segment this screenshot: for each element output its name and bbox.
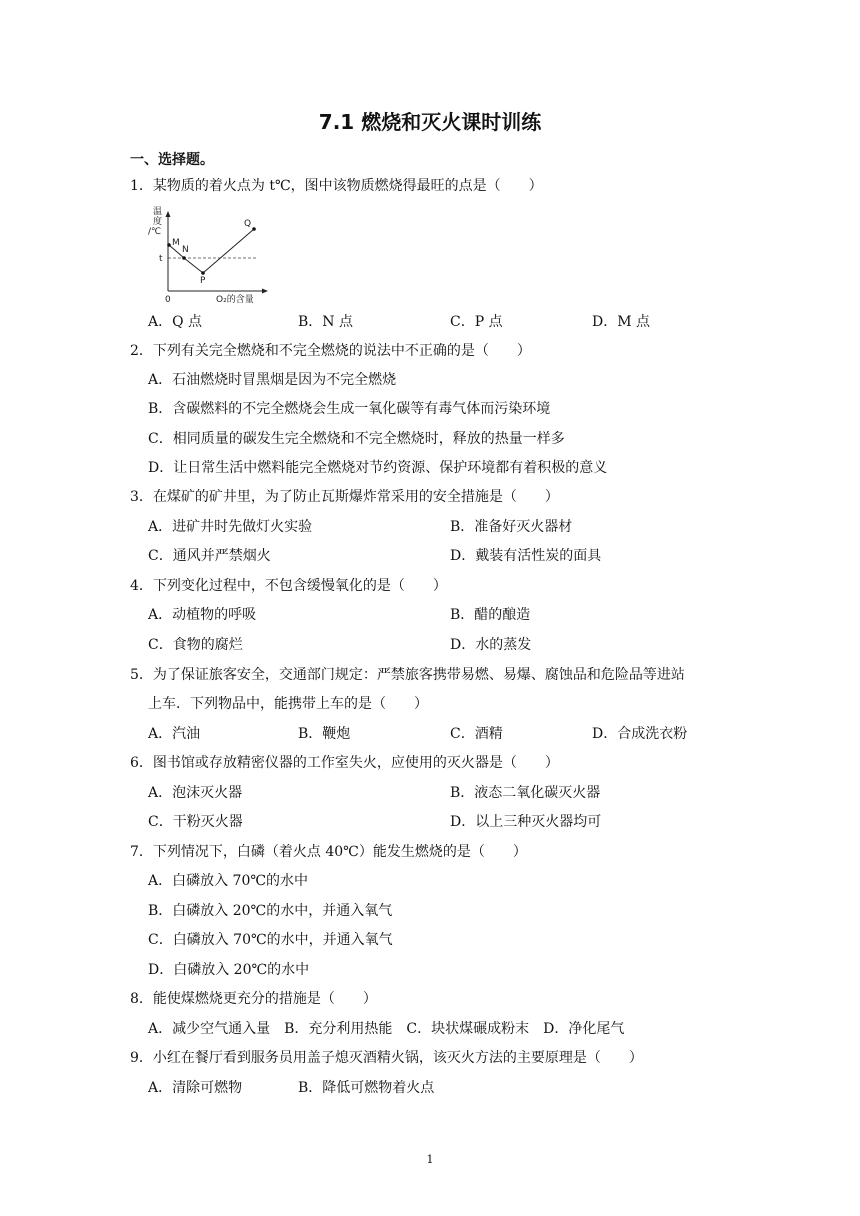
q1-figure <box>146 203 272 305</box>
q2-option-c: C．相同质量的碳发生完全燃烧和不完全燃烧时，释放的热量一样多 <box>148 431 565 447</box>
q6-option-a: A．泡沫灭火器 <box>148 785 243 801</box>
m-label: M <box>172 238 180 248</box>
n-label: N <box>182 245 189 255</box>
q7-option-a: A．白磷放入 70℃的水中 <box>148 873 309 889</box>
q5-option-b: B．鞭炮 <box>298 726 351 742</box>
question-8-stem: 8．能使煤燃烧更充分的措施是（ ） <box>130 991 377 1007</box>
question-5-stem-line1: 5．为了保证旅客安全，交通部门规定：严禁旅客携带易燃、易爆、腐蚀品和危险品等进站 <box>130 667 685 683</box>
y-axis-arrow <box>166 211 171 217</box>
point-q <box>252 227 256 231</box>
q7-option-c: C．白磷放入 70℃的水中，并通入氧气 <box>148 932 393 948</box>
q6-option-c: C．干粉灭火器 <box>148 814 243 830</box>
q2-option-b: B．含碳燃料的不完全燃烧会生成一氧化碳等有毒气体而污染环境 <box>148 401 551 417</box>
q2-option-a: A．石油燃烧时冒黑烟是因为不完全燃烧 <box>148 372 397 388</box>
p-label: P <box>200 276 206 286</box>
q4-option-c: C．食物的腐烂 <box>148 637 243 653</box>
origin-label: 0 <box>165 295 171 305</box>
question-9-stem: 9．小红在餐厅看到服务员用盖子熄灭酒精火锅，该灭火方法的主要原理是（ ） <box>130 1050 643 1066</box>
y-label-1: 温 <box>153 207 163 217</box>
q6-option-d: D．以上三种灭火器均可 <box>450 814 602 830</box>
q3-option-d: D．戴装有活性炭的面具 <box>450 548 602 564</box>
x-axis-arrow <box>262 289 268 294</box>
q1-option-c: C．P 点 <box>450 314 503 330</box>
q7-option-d: D．白磷放入 20℃的水中 <box>148 962 310 978</box>
q4-option-b: B．醋的酿造 <box>450 607 531 623</box>
point-m <box>167 243 171 247</box>
point-p <box>201 271 205 275</box>
question-2-stem: 2．下列有关完全燃烧和不完全燃烧的说法中不正确的是（ ） <box>130 343 531 359</box>
q3-option-c: C．通风并严禁烟火 <box>148 548 271 564</box>
q1-option-d: D．M 点 <box>592 314 651 330</box>
x-label: O₂的含量 <box>216 295 254 305</box>
q3-option-a: A．进矿井时先做灯火实验 <box>148 519 313 535</box>
q9-option-a: A．清除可燃物 <box>148 1080 243 1096</box>
q8-options: A．减少空气通入量 B．充分利用热能 C．块状煤碾成粉末 D．净化尾气 <box>148 1021 625 1037</box>
y-label-2: 度 <box>153 217 163 227</box>
question-6-stem: 6．图书馆或存放精密仪器的工作室失火，应使用的灭火器是（ ） <box>130 755 559 771</box>
y-label-3: /℃ <box>148 227 162 237</box>
q5-option-c: C．酒精 <box>450 726 503 742</box>
q3-option-b: B．准备好灭火器材 <box>450 519 573 535</box>
q4-option-a: A．动植物的呼吸 <box>148 607 257 623</box>
question-5-stem-line2: 上车．下列物品中，能携带上车的是（ ） <box>148 696 428 712</box>
page-title: 7.1 燃烧和灭火课时训练 <box>318 110 542 134</box>
q4-option-d: D．水的蒸发 <box>450 637 532 653</box>
q5-option-a: A．汽油 <box>148 726 201 742</box>
t-label: t <box>159 254 163 264</box>
question-3-stem: 3．在煤矿的矿井里，为了防止瓦斯爆炸常采用的安全措施是（ ） <box>130 489 559 505</box>
question-1-stem: 1．某物质的着火点为 t℃，图中该物质燃烧得最旺的点是（ ） <box>130 178 543 194</box>
q-label: Q <box>244 219 252 229</box>
q5-option-d: D．合成洗衣粉 <box>592 726 688 742</box>
page-number: 1 <box>426 1153 434 1166</box>
question-7-stem: 7．下列情况下，白磷（着火点 40℃）能发生燃烧的是（ ） <box>130 844 527 860</box>
q2-option-d: D．让日常生活中燃料能完全燃烧对节约资源、保护环境都有着积极的意义 <box>148 460 608 476</box>
q6-option-b: B．液态二氧化碳灭火器 <box>450 785 601 801</box>
question-4-stem: 4．下列变化过程中，不包含缓慢氧化的是（ ） <box>130 578 447 594</box>
q1-option-b: B．N 点 <box>298 314 353 330</box>
q9-option-b: B．降低可燃物着火点 <box>298 1080 435 1096</box>
q7-option-b: B．白磷放入 20℃的水中，并通入氧气 <box>148 903 393 919</box>
section-heading: 一、选择题。 <box>130 152 214 168</box>
q1-option-a: A．Q 点 <box>148 314 203 330</box>
point-n <box>182 256 186 260</box>
